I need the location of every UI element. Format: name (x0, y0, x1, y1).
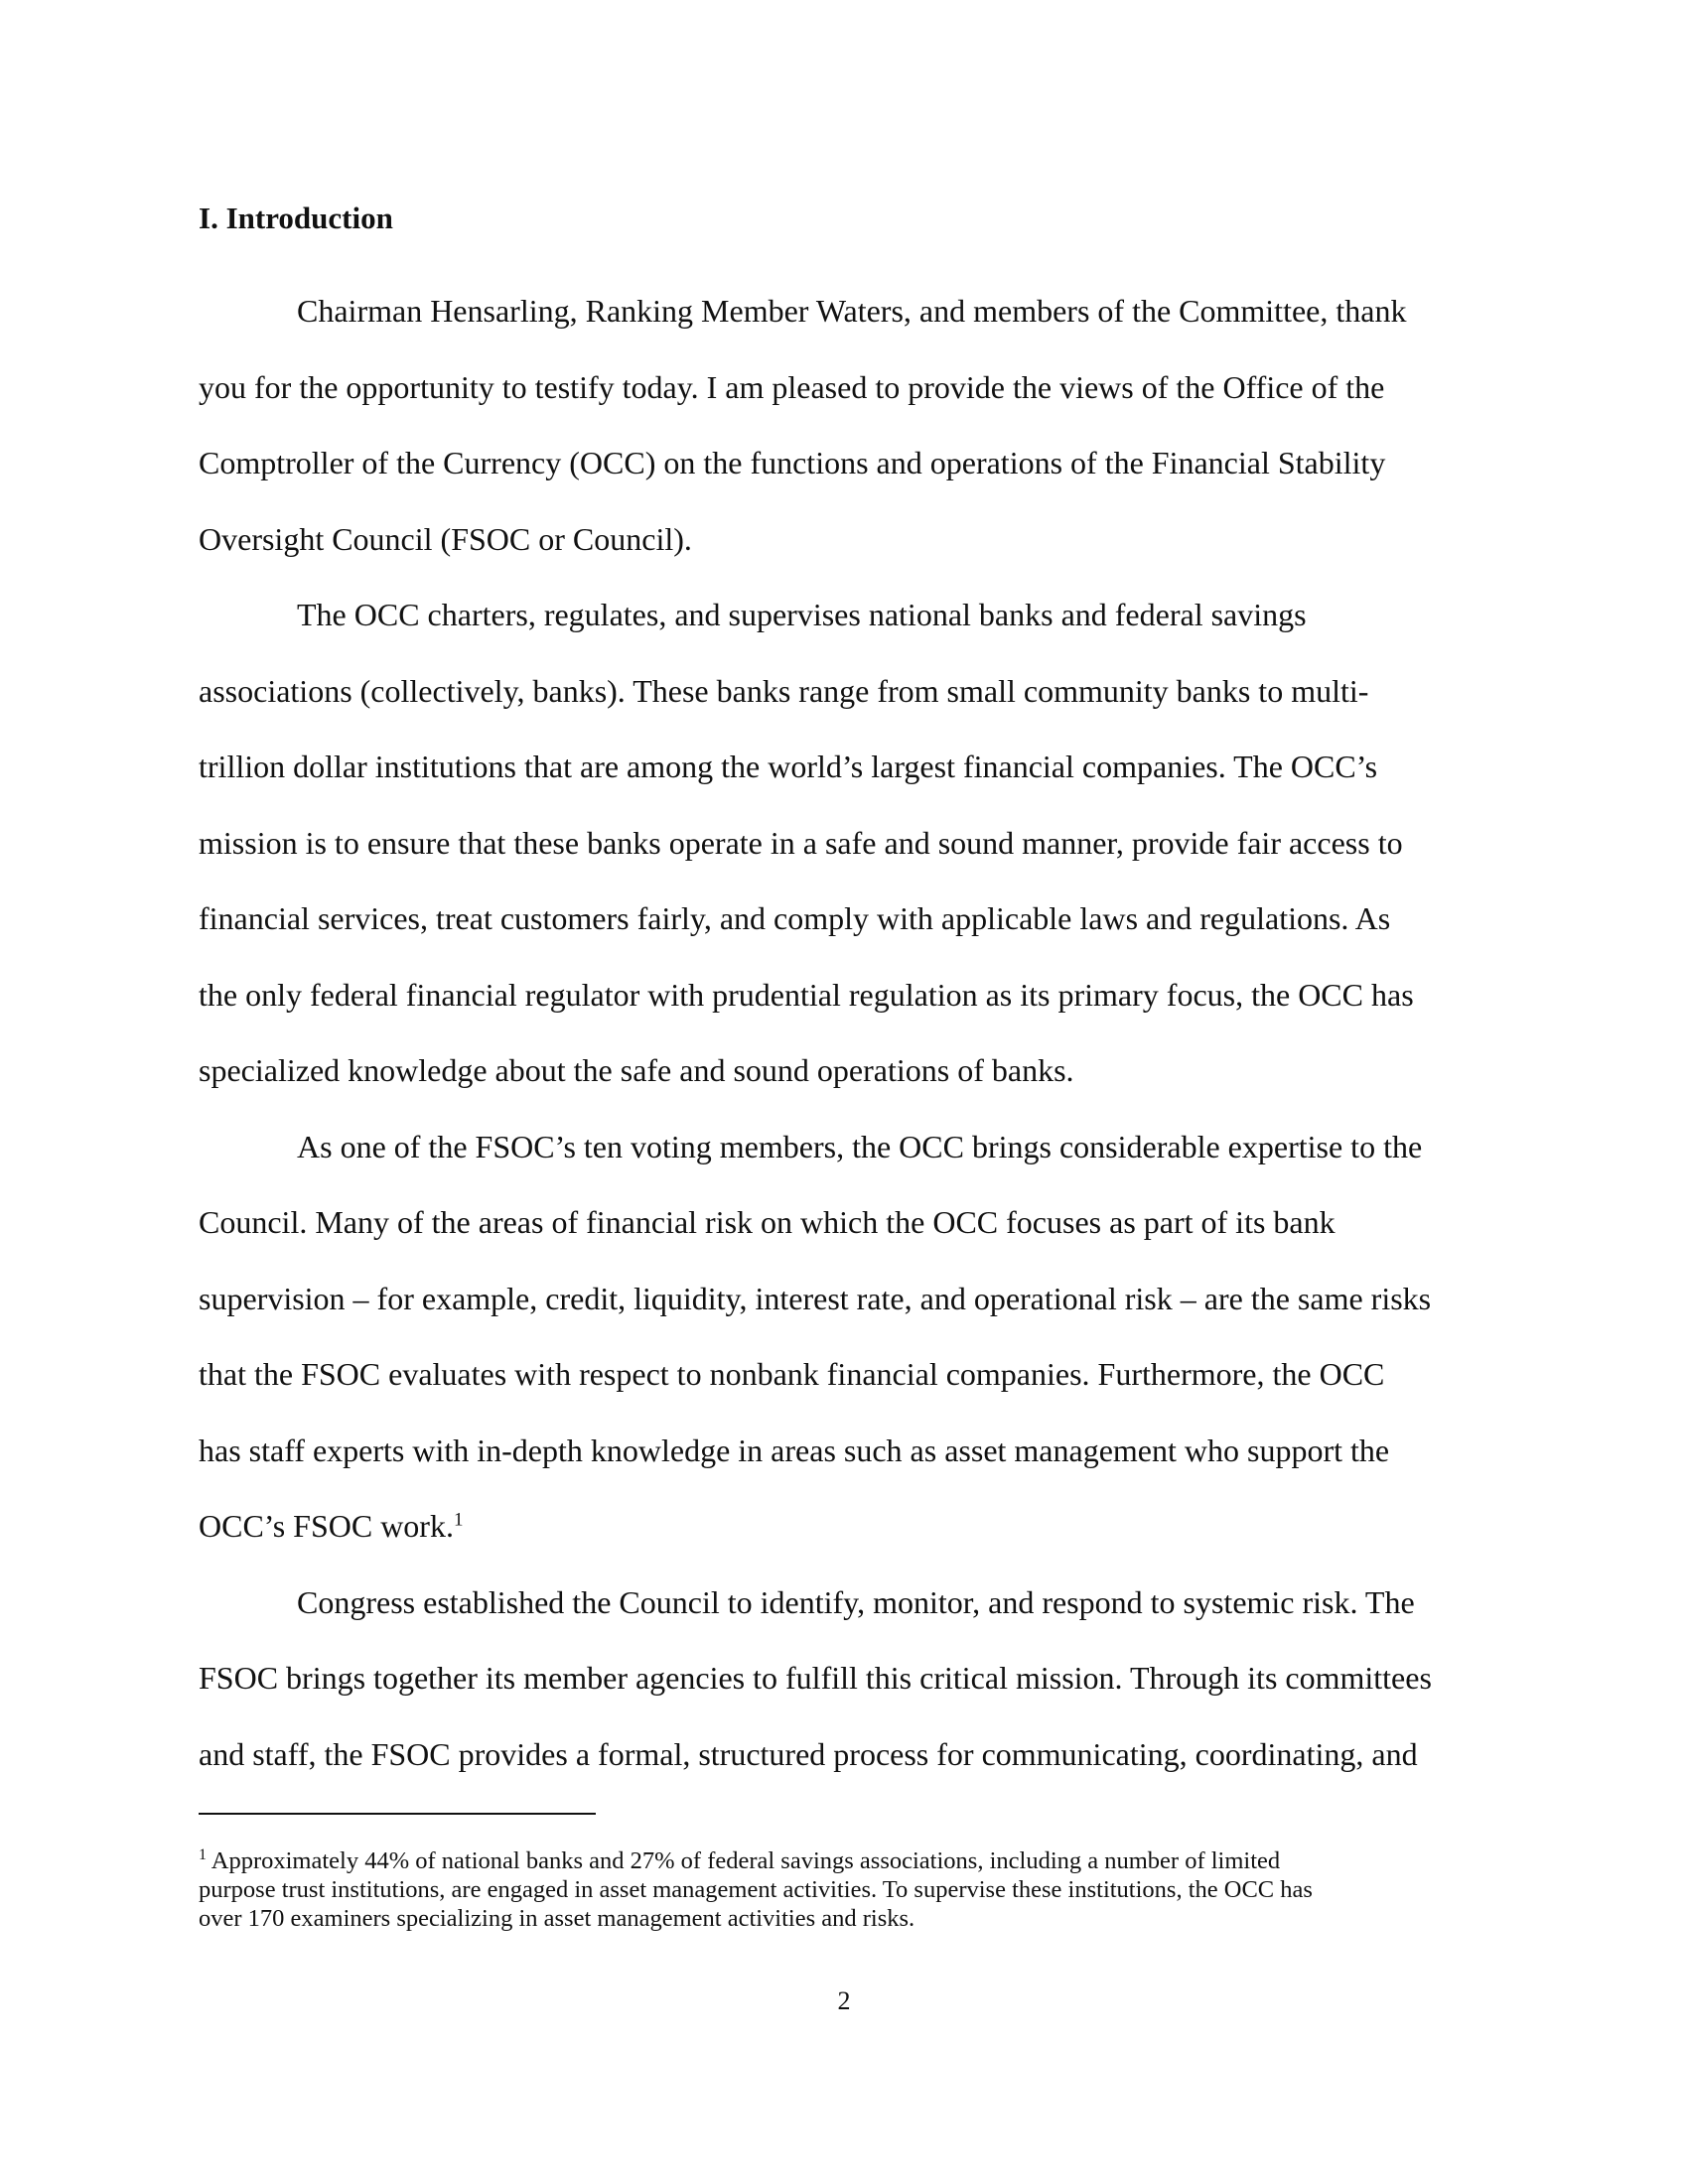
paragraph-line: Oversight Council (FSOC or Council). (199, 520, 692, 557)
paragraph-line: FSOC brings together its member agencies to fulfill this critical mission. Through its committees (199, 1660, 1432, 1696)
paragraph-2 (199, 577, 1489, 1109)
paragraph-line: mission is to ensure that these banks operate in a safe and sound manner, provide fair access to (199, 824, 1403, 861)
paragraph-line: As one of the FSOC’s ten voting members, the OCC brings considerable expertise to the (297, 1128, 1423, 1164)
footnote-line: over 170 examiners specializing in asset management activities and risks. (199, 1905, 915, 1932)
paragraph-line: Council. Many of the areas of financial risk on which the OCC focuses as part of its bank (199, 1204, 1336, 1240)
paragraph-4 (199, 1565, 1489, 1793)
paragraph-line: associations (collectively, banks). These banks range from small community banks to multi- (199, 672, 1369, 709)
paragraph-line: you for the opportunity to testify today. I am pleased to provide the views of the Office of the (199, 368, 1385, 405)
footnote-line-text: Approximately 44% of national banks and 27% of federal savings associations, including a number of limited (207, 1847, 1281, 1874)
body-text (199, 273, 1489, 1792)
paragraph-line: Comptroller of the Currency (OCC) on the functions and operations of the Financial Stability (199, 445, 1386, 480)
paragraph-3 (199, 1109, 1489, 1565)
footnote-divider (199, 1813, 596, 1815)
paragraph-line-with-footnote (199, 1488, 1489, 1565)
paragraph-line-text: OCC’s FSOC work. (199, 1508, 454, 1544)
paragraph-line: trillion dollar institutions that are among the world’s largest financial companies. The OCC’s (199, 749, 1378, 784)
page-number: 2 (837, 1986, 851, 2015)
footnote-marker: 1 (199, 1845, 207, 1863)
footnote (199, 1846, 1489, 1933)
footnote-line (199, 1846, 1489, 1875)
paragraph-line: supervision – for example, credit, liquidity, interest rate, and operational risk – are the same risks (199, 1280, 1432, 1316)
paragraph-line: Chairman Hensarling, Ranking Member Waters, and members of the Committee, thank (297, 293, 1407, 329)
footnote-reference[interactable]: 1 (453, 1509, 464, 1531)
paragraph-line: and staff, the FSOC provides a formal, structured process for communicating, coordinating, and (199, 1735, 1418, 1772)
paragraph-line: that the FSOC evaluates with respect to nonbank financial companies. Furthermore, the OCC (199, 1356, 1385, 1392)
paragraph-line: financial services, treat customers fairly, and comply with applicable laws and regulations. As (199, 900, 1391, 936)
paragraph-line: Congress established the Council to identify, monitor, and respond to systemic risk. The (297, 1583, 1415, 1620)
paragraph-line: specialized knowledge about the safe and sound operations of banks. (199, 1052, 1074, 1088)
paragraph-line: The OCC charters, regulates, and supervises national banks and federal savings (297, 597, 1307, 632)
paragraph-line: has staff experts with in-depth knowledge in areas such as asset management who support the (199, 1432, 1390, 1468)
footnote-line: purpose trust institutions, are engaged in asset management activities. To supervise these institutions, the OCC has (199, 1876, 1313, 1903)
paragraph-1 (199, 273, 1489, 577)
paragraph-line: the only federal financial regulator with prudential regulation as its primary focus, the OCC has (199, 976, 1414, 1013)
section-heading: I. Introduction (199, 201, 393, 235)
